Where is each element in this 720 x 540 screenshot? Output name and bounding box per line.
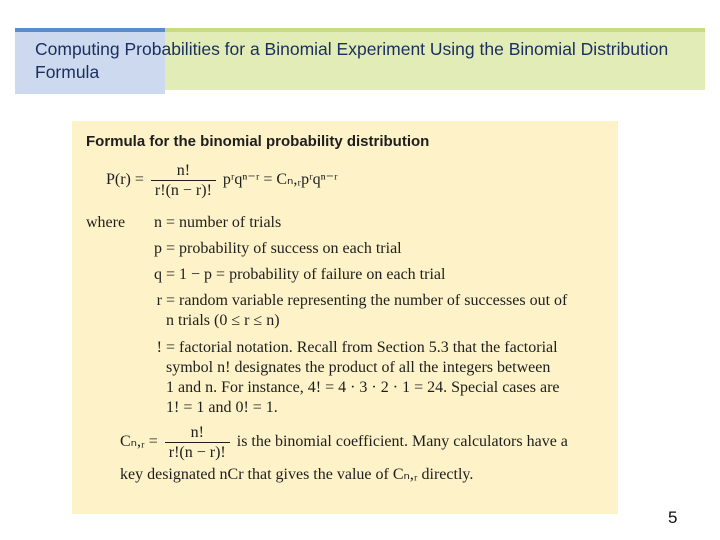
main-formula-numerator: n! xyxy=(151,161,216,181)
def-symbol: n xyxy=(154,214,162,231)
coefficient-formula xyxy=(120,423,568,462)
coefficient-formula-fraction xyxy=(165,423,230,462)
def-symbol: r xyxy=(156,292,162,309)
final-line: key designated nCr that gives the value of Cₙ,ᵣ directly. xyxy=(120,466,474,483)
def-text-continued: 1 and n. For instance, 4! = 4 · 3 · 2 · 1 = 24. Special cases are xyxy=(166,379,560,396)
def-text: = factorial notation. Recall from Section 5.3 that the factorial xyxy=(166,339,558,356)
box-heading: Formula for the binomial probability distribution xyxy=(86,133,430,150)
coefficient-formula-numerator: n! xyxy=(165,423,230,443)
def-text-continued: symbol n! designates the product of all the integers between xyxy=(166,359,551,376)
formula-box xyxy=(72,121,618,514)
coefficient-formula-rhs: is the binomial coefficient. Many calculators have a xyxy=(236,433,568,451)
coefficient-formula-denominator: r!(n − r)! xyxy=(168,444,226,461)
def-text: = probability of success on each trial xyxy=(166,240,402,257)
def-symbol: ! xyxy=(156,339,162,356)
main-formula-lhs: P(r) = xyxy=(106,171,144,189)
def-symbol: q xyxy=(154,266,162,283)
page-number: 5 xyxy=(668,508,678,527)
coefficient-formula-lhs: Cₙ,ᵣ = xyxy=(120,433,158,451)
main-formula-rhs: pʳqⁿ⁻ʳ = Cₙ,ᵣpʳqⁿ⁻ʳ xyxy=(222,171,338,189)
where-label: where xyxy=(86,214,126,231)
def-text: = random variable representing the number of successes out of xyxy=(166,292,568,309)
def-symbol: p xyxy=(154,240,162,257)
slide-title: Computing Probabilities for a Binomial Experiment Using the Binomial Distribution Formula xyxy=(35,39,669,82)
main-formula-fraction xyxy=(151,161,216,200)
def-text: = 1 − p = probability of failure on each trial xyxy=(166,266,446,283)
def-text: = number of trials xyxy=(166,214,282,231)
def-text-continued: 1! = 1 and 0! = 1. xyxy=(166,399,278,416)
def-text-continued: n trials (0 ≤ r ≤ n) xyxy=(166,312,280,329)
main-formula-denominator: r!(n − r)! xyxy=(154,182,212,199)
main-formula xyxy=(106,161,338,200)
